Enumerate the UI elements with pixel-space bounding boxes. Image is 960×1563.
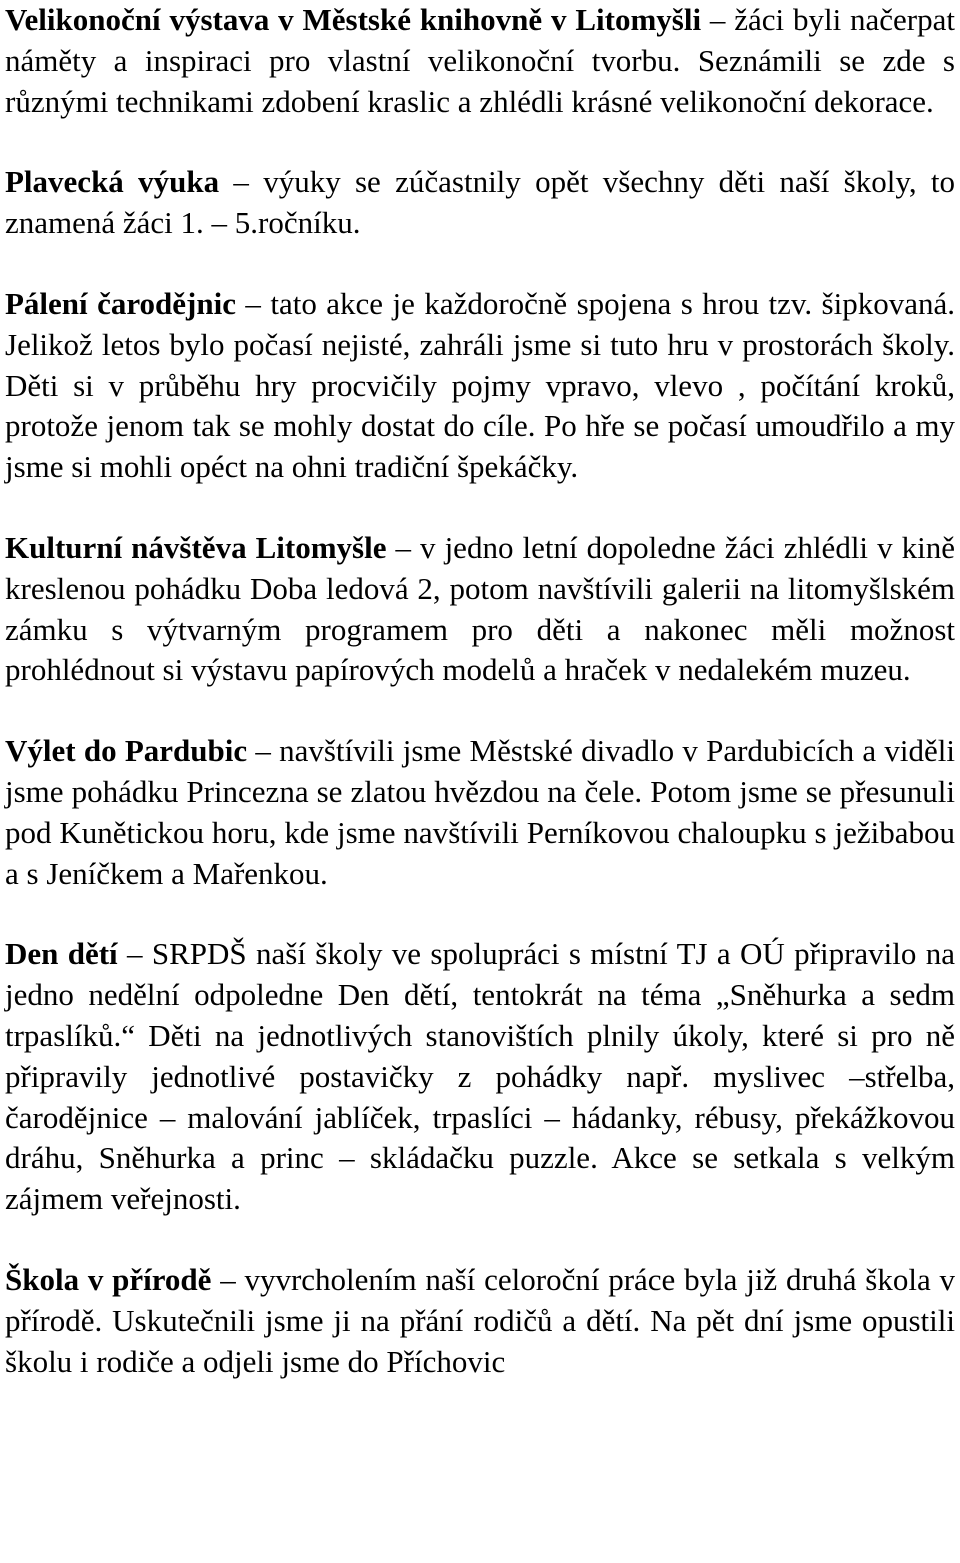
paragraph-text: – tato akce je každoročně spojena s hrou tzv. šipkovaná. Jelikož letos bylo počasí nejisté, zahráli jsme si tuto hru v prostorách školy. Děti si v průběhu hry procvičily pojmy vpravo, vlevo , počítání kroků, protože jenom tak se mohly dostat do cíle. Po hře se počasí umoudřilo a my jsme si mohli opéct na ohni tradiční špekáčky. [5, 285, 955, 485]
paragraph-litomysl-visit [5, 528, 955, 691]
paragraph-heading: Velikonoční výstava v Městské knihovně v Litomyšli [5, 2, 702, 37]
paragraph-pardubice-trip [5, 731, 955, 894]
document-page [5, 0, 955, 1382]
paragraph-swimming-lessons [5, 162, 955, 244]
paragraph-heading: Škola v přírodě [5, 1261, 212, 1297]
paragraph-heading: Kulturní návštěva Litomyšle [5, 529, 387, 565]
paragraph-text: – SRPDŠ naší školy ve spolupráci s místní TJ a OÚ připravilo na jedno nedělní odpoledne Den dětí, tentokrát na téma „Sněhurka a sedm trpaslíků.“ Děti na jednotlivých stanovištích plnily úkoly, které si pro ně připravily jednotlivé postavičky z pohádky např. myslivec –střelba, čarodějnice – malování jablíček, trpaslíci – hádanky, rébusy, překážkovou dráhu, Sněhurka a princ – skládačku puzzle. Akce se setkala s velkým zájmem veřejnosti. [5, 936, 955, 1217]
paragraph-nature-school [5, 1260, 955, 1382]
paragraph-text: – navštívili jsme Městské divadlo v Pardubicích a viděli jsme pohádku Princezna se zlatou hvězdou na čele. Potom jsme se přesunuli pod Kunětickou horu, kde jsme navštívili Perníkovou chaloupku s ježibabou a s Jeníčkem a Mařenkou. [5, 733, 955, 891]
paragraph-heading: Pálení čarodějnic [5, 285, 236, 321]
paragraph-heading: Den dětí [5, 936, 118, 972]
paragraph-text: – výuky se zúčastnily opět všechny děti naší školy, to znamená žáci 1. – 5.ročníku. [5, 164, 955, 241]
paragraph-text: – v jedno letní dopoledne žáci zhlédli v kině kreslenou pohádku Doba ledová 2, potom navštívili galerii na litomyšlském zámku s výtvarným programem pro děti a nakonec měli možnost prohlédnout si výstavu papírových modelů a hraček v nedalekém muzeu. [5, 529, 955, 688]
paragraph-text: – žáci byli načerpat náměty a inspiraci pro vlastní velikonoční tvorbu. Seznámili se zde s různými technikami zdobení kraslic a zhlédli krásné velikonoční dekorace. [5, 2, 955, 119]
paragraph-childrens-day [5, 934, 955, 1220]
paragraph-easter-exhibition [5, 0, 955, 122]
paragraph-witch-burning [5, 284, 955, 488]
paragraph-heading: Plavecká výuka [5, 164, 220, 200]
paragraph-heading: Výlet do Pardubic [5, 733, 248, 769]
paragraph-text: – vyvrcholením naší celoroční práce byla již druhá škola v přírodě. Uskutečnili jsme ji na přání rodičů a dětí. Na pět dní jsme opustili školu i rodiče a odjeli jsme do Příchovic [5, 1261, 956, 1379]
